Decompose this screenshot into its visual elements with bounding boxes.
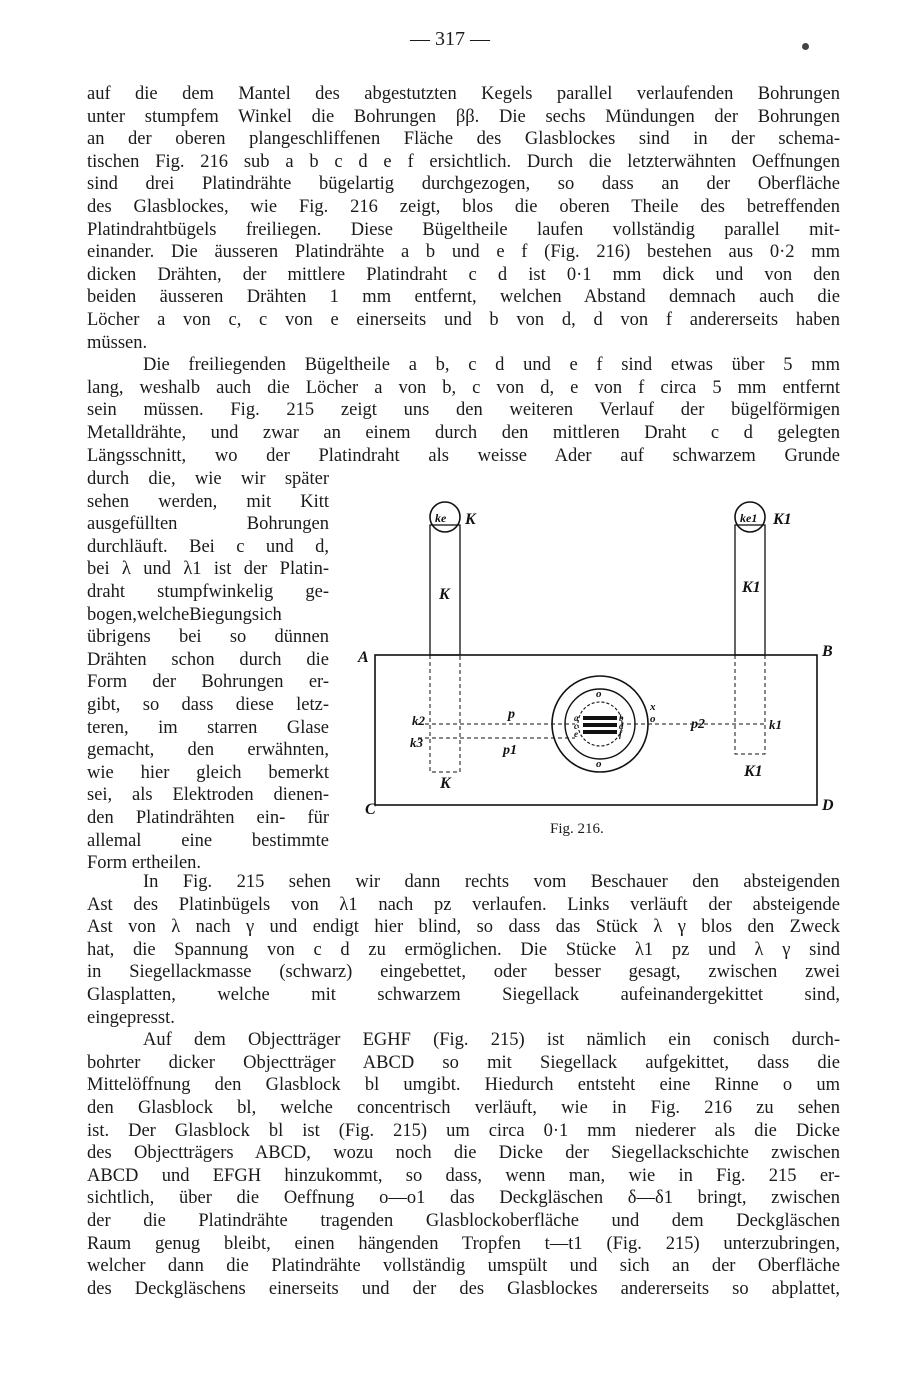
text-line: Ast des Platinbügels von λ1 nach pz verlaufen. Links verläuft der absteigende <box>87 894 840 915</box>
text-line: allemal eine bestimmte <box>87 830 329 851</box>
text-line: Drähten schon durch die <box>87 649 329 670</box>
label-e: e <box>574 729 578 739</box>
wire-cd <box>583 723 617 727</box>
text-line: gibt, so dass diese letz- <box>87 695 329 715</box>
label-K-top: K <box>465 511 476 528</box>
text-line: bogen,welcheBiegungsich <box>87 604 282 625</box>
label-b: b <box>619 713 624 723</box>
text-line: dicken Drähten, der mittlere Platindraht c d ist 0·1 mm dick und von den <box>87 264 840 285</box>
text-line: Platindrahtbügels freiliegen. Diese Bügeltheile laufen vollständig parallel mit- <box>87 219 840 240</box>
text-line: hat, die Spannung von c d zu ermöglichen. Die Stücke λ1 pz und λ γ sind <box>87 939 840 960</box>
text-line: gemacht, den erwähnten, <box>87 740 329 761</box>
label-a: a <box>574 713 579 723</box>
text-line: bei λ und λ1 ist der Platin- <box>87 559 329 580</box>
text-line: sichtlich, über die Oeffnung o—o1 das Deckgläschen δ—δ1 bringt, zwischen <box>87 1188 840 1209</box>
text-line: teren, im starren Glase <box>87 717 329 738</box>
label-K-bottom: K <box>440 775 451 792</box>
text-line: Glasplatten, welche mit schwarzem Siegellack aufeinandergekittet sind, <box>87 985 840 1005</box>
text-line: des Glasblockes, wie Fig. 216 zeigt, blos die oberen Theile des betreffenden <box>87 197 840 217</box>
text-line: ausgefüllten Bohrungen <box>87 514 329 535</box>
text-line: In Fig. 215 sehen wir dann rechts vom Beschauer den absteigenden <box>143 872 840 892</box>
text-line: übrigens bei so dünnen <box>87 627 329 648</box>
text-line: Raum genug bleibt, einen hängenden Tropfen t—t1 (Fig. 215) unterzubringen, <box>87 1233 840 1254</box>
label-d: d <box>619 721 624 731</box>
text-line: sei, als Elektroden dienen- <box>87 785 329 806</box>
text-line: Metalldrähte, und zwar an einem durch den mittleren Draht c d gelegten <box>87 423 840 443</box>
label-p: p <box>508 707 515 722</box>
text-line: auf die dem Mantel des abgestutzten Kegels parallel verlaufenden Bohrungen <box>87 84 840 104</box>
text-line: eingepresst. <box>87 1007 175 1028</box>
figure-216-diagram <box>355 492 840 817</box>
label-K1-bottom: K1 <box>744 763 763 780</box>
text-line: Form der Bohrungen er- <box>87 672 329 693</box>
figure-216-svg <box>355 492 840 817</box>
text-line: ist. Der Glasblock bl ist (Fig. 215) um circa 0·1 mm niederer als die Dicke <box>87 1120 840 1141</box>
label-B: B <box>822 643 833 660</box>
text-line: lang, weshalb auch die Löcher a von b, c von d, e von f circa 5 mm entfernt <box>87 377 840 398</box>
label-k1: k1 <box>769 717 782 732</box>
page-number: — 317 — <box>410 28 490 50</box>
text-line: ABCD und EFGH hinzukommt, so dass, wenn man, wie in Fig. 215 er- <box>87 1165 840 1186</box>
tube-left-hidden <box>430 655 460 772</box>
label-D: D <box>822 797 834 814</box>
label-K1-tube: K1 <box>742 579 761 596</box>
text-line: draht stumpfwinkelig ge- <box>87 582 329 602</box>
text-line: sein müssen. Fig. 215 zeigt uns den weiteren Verlauf der bügelförmigen <box>87 400 840 421</box>
text-line: müssen. <box>87 332 148 353</box>
label-A: A <box>358 649 369 666</box>
label-C: C <box>365 801 376 817</box>
label-ke: ke <box>435 511 447 525</box>
text-line: welcher dann die Platindrähte vollständig umspült und sich an der Oberfläche <box>87 1256 840 1277</box>
text-line: der die Platindrähte tragenden Glasblockoberfläche und dem Deckgläschen <box>87 1211 840 1231</box>
label-ke1: ke1 <box>740 511 758 525</box>
figure-caption: Fig. 216. <box>550 821 604 837</box>
text-line: des Deckgläschens einerseits und der des Glasblockes andererseits so abplattet, <box>87 1278 840 1299</box>
wire-ef <box>583 730 617 734</box>
text-line: beiden äusseren Drähten 1 mm entfernt, welchen Abstand demnach auch die <box>87 287 840 308</box>
label-p1: p1 <box>503 743 517 758</box>
label-k2: k2 <box>412 713 425 728</box>
text-line: an der oberen plangeschliffenen Fläche des Glasblockes sind in der schema- <box>87 129 840 150</box>
text-line: wie hier gleich bemerkt <box>87 762 329 783</box>
text-line: des Objectträgers ABCD, wozu noch die Dicke der Siegellackschichte zwischen <box>87 1143 840 1164</box>
text-line: sind drei Platindrähte bügelartig durchgezogen, so dass an der Oberfläche <box>87 174 840 195</box>
text-line: in Siegellackmasse (schwarz) eingebettet, oder besser gesagt, zwischen zwei <box>87 962 840 983</box>
text-line: durchläuft. Bei c und d, <box>87 536 329 557</box>
label-o-top: o <box>596 688 602 700</box>
text-line: bohrter dicker Objectträger ABCD so mit Siegellack aufgekittet, dass die <box>87 1052 840 1073</box>
label-c: c <box>574 721 578 731</box>
text-line: tischen Fig. 216 sub a b c d e f ersichtlich. Durch die letzterwähnten Oeffnungen <box>87 151 840 172</box>
text-line: unter stumpfem Winkel die Bohrungen ββ. Die sechs Mündungen der Bohrungen <box>87 106 840 127</box>
label-p2: p2 <box>691 717 705 732</box>
text-line: den Glasblock bl, welche concentrisch verläuft, wie in Fig. 216 zu sehen <box>87 1098 840 1118</box>
text-line: Auf dem Objectträger EGHF (Fig. 215) ist nämlich ein conisch durch- <box>143 1030 840 1051</box>
text-line: Löcher a von c, c von e einerseits und b von d, d von f andererseits haben <box>87 310 840 330</box>
text-line: einander. Die äusseren Platindrähte a b und e f (Fig. 216) bestehen aus 0·2 mm <box>87 242 840 263</box>
text-line: Form ertheilen. <box>87 853 202 874</box>
label-o-bottom: o <box>596 758 602 770</box>
text-line: Längsschnitt, wo der Platindraht als weisse Ader auf schwarzem Grunde <box>87 445 840 466</box>
label-k3: k3 <box>410 735 423 750</box>
text-line: durch die, wie wir später <box>87 469 329 489</box>
ink-speck <box>802 43 809 50</box>
wire-ab <box>583 716 617 720</box>
text-line: sehen werden, mit Kitt <box>87 491 329 512</box>
label-x: x <box>650 701 656 713</box>
tube-right-hidden <box>735 655 765 754</box>
text-line: Mittelöffnung den Glasblock bl umgibt. Hiedurch entsteht eine Rinne o um <box>87 1075 840 1096</box>
label-f: f <box>619 729 622 739</box>
text-line: Ast von λ nach γ und endigt hier blind, so dass das Stück λ γ blos den Zweck <box>87 917 840 938</box>
text-line: den Platindrähten ein- für <box>87 808 329 828</box>
label-K1-top: K1 <box>773 511 792 528</box>
label-o-right: o <box>650 713 656 725</box>
label-K-tube: K <box>439 586 450 603</box>
text-line: Die freiliegenden Bügeltheile a b, c d und e f sind etwas über 5 mm <box>143 355 840 376</box>
